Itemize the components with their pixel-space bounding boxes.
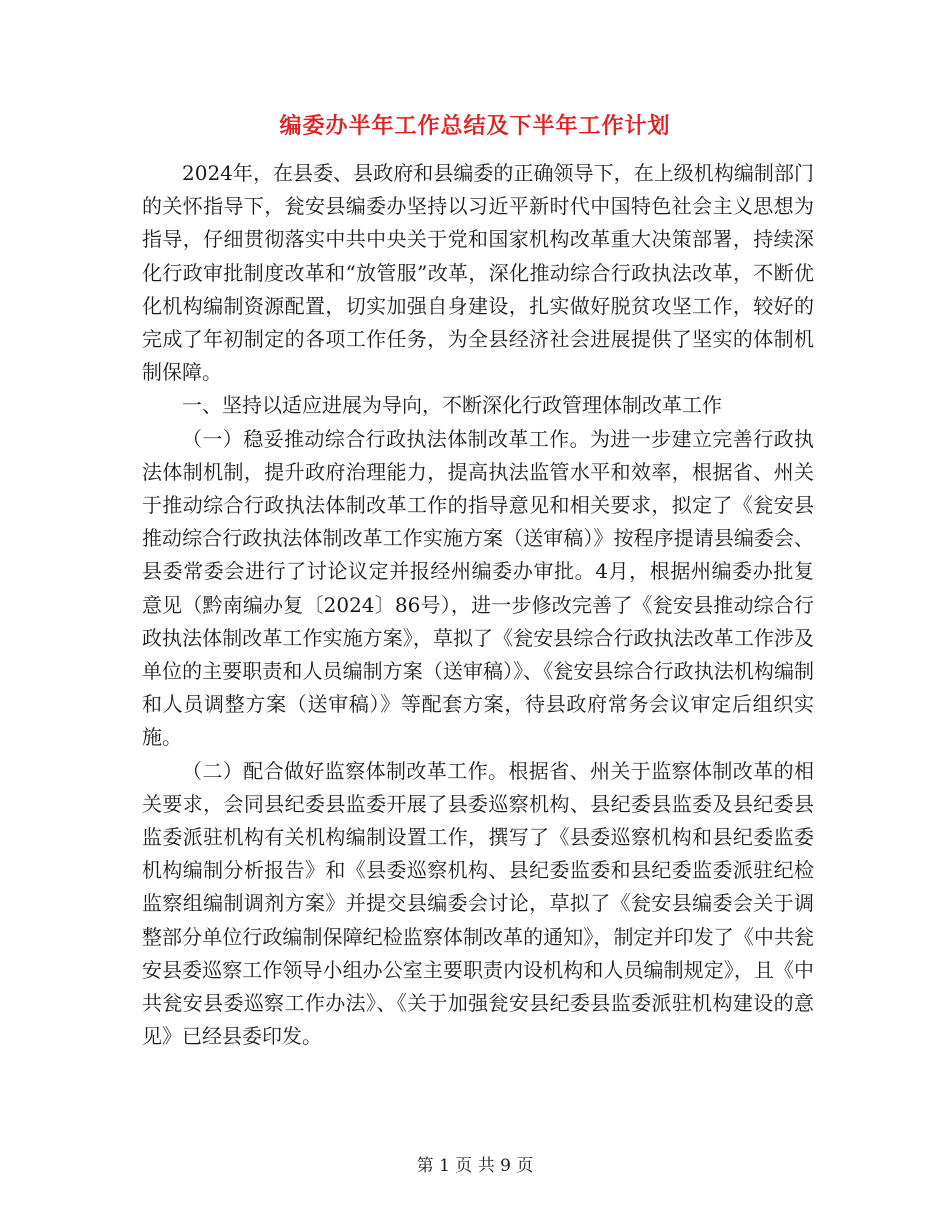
document-body: [142, 157, 814, 1053]
page-footer: [0, 1154, 950, 1178]
paragraph-item-1: （一）稳妥推动综合行政执法体制改革工作。为进一步建立完善行政执法体制机制，提升政府治理能力，提高执法监管水平和效率，根据省、州关于推动综合行政执法体制改革工作的指导意见和相关要求，拟定了《瓮安县推动综合行政执法体制改革工作实施方案（送审稿）》按程序提请县编委会、县委常委会进行了讨论议定并报经州编委办审批。4月，根据州编委办批复意见（黔南编办复〔2024〕86号），进一步修改完善了《瓮安县推动综合行政执法体制改革工作实施方案》，草拟了《瓮安县综合行政执法改革工作涉及单位的主要职责和人员编制方案（送审稿）》、《瓮安县综合行政执法机构编制和人员调整方案（送审稿）》等配套方案，待县政府常务会议审定后组织实施。: [142, 426, 814, 750]
paragraph-section-heading: 一、坚持以适应进展为导向，不断深化行政管理体制改革工作: [182, 393, 722, 418]
paragraph-intro: 2024年，在县委、县政府和县编委的正确领导下，在上级机构编制部门的关怀指导下，瓮安县编委办坚持以习近平新时代中国特色社会主义思想为指导，仔细贯彻落实中共中央关于党和国家机构改革重大决策部署，持续深化行政审批制度改革和“放管服”改革，深化推动综合行政执法改革，不断优化机构编制资源配置，切实加强自身建设，扎实做好脱贫攻坚工作，较好的完成了年初制定的各项工作任务，为全县经济社会进展提供了坚实的体制机制保障。: [142, 161, 814, 385]
document-title: 编委办半年工作总结及下半年工作计划: [279, 113, 671, 139]
paragraph-item-2: （二）配合做好监察体制改革工作。根据省、州关于监察体制改革的相关要求，会同县纪委县监委开展了县委巡察机构、县纪委县监委及县纪委县监委派驻机构有关机构编制设置工作，撰写了《县委巡察机构和县纪委监委机构编制分析报告》和《县委巡察机构、县纪委监委和县纪委监委派驻纪检监察组编制调剂方案》并提交县编委会讨论，草拟了《瓮安县编委会关于调整部分单位行政编制保障纪检监察体制改革的通知》，制定并印发了《中共瓮安县委巡察工作领导小组办公室主要职责内设机构和人员编制规定》，且《中共瓮安县委巡察工作办法》、《关于加强瓮安县纪委县监委派驻机构建设的意见》已经县委印发。: [142, 758, 814, 1049]
page-number: 第 1 页 共 9 页: [416, 1156, 534, 1176]
